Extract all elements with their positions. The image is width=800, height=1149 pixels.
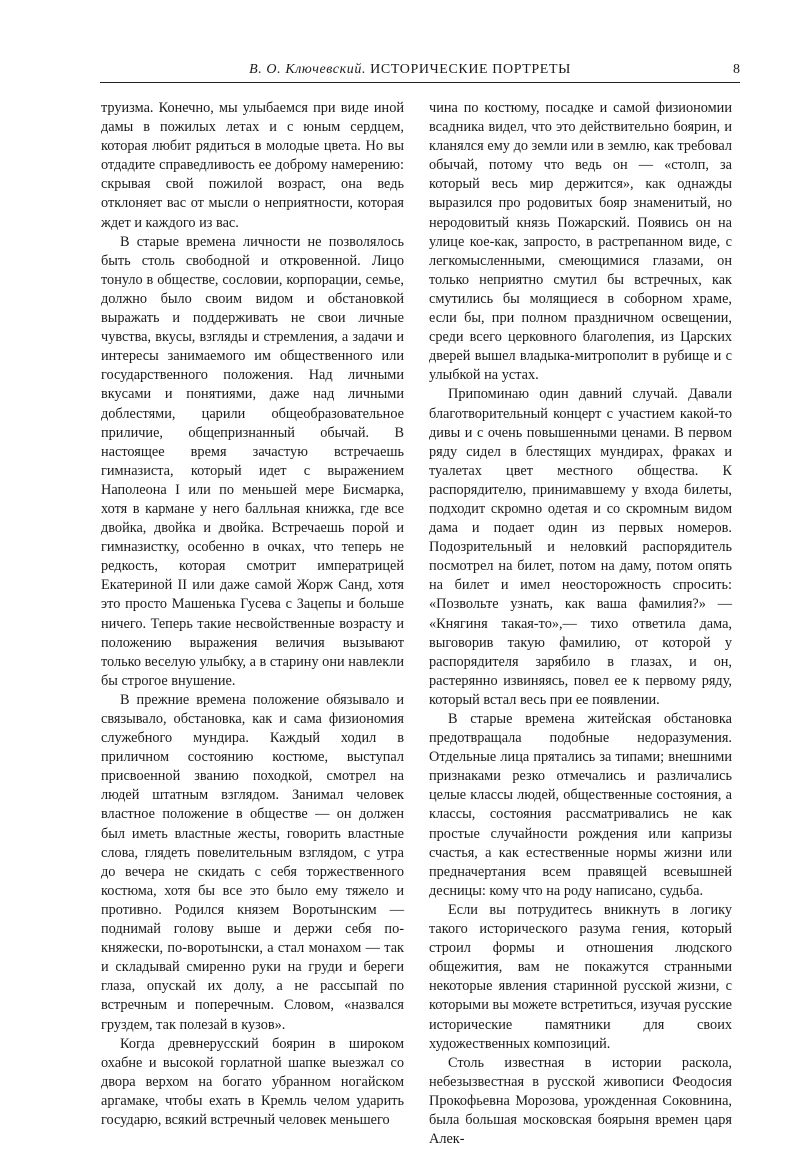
paragraph: В старые времена житейская обстановка предотвращала подобные недоразумения. Отдельные лица прятались за типами; внешними признаками резко отмечались и различались целые классы людей, общественные состояния, а классы, состояния рассматривались не как простые случайности рождения или капризы счастья, а как естественные нормы жизни или предначертания всем правящей всевышней десницы: кому что на роду написано, судьба. [429, 711, 732, 899]
paragraph: Припоминаю один давний случай. Давали благотворительный концерт с участием какой-то дивы и с очень повышенными ценами. В первом ряду сидел в блестящих мундирах, фраках и туалетах цвет местного общества. К распорядителю, принимавшему у входа билеты, подходит скромно одетая и со скромным видом дама и подает один из первых номеров. Подозрительный и неловкий распорядитель посмотрел на билет, потом на даму, потом опять на билет и имел неосторожность спросить: «Позвольте узнать, как ваша фамилия?» — «Княгиня такая-то»,— тихо ответила дама, выговорив такую фамилию, от которой у распорядителя зарябило в глазах, и он, растерянно извиняясь, повел ее к первому ряду, который встал весь при ее появлении. [429, 386, 732, 708]
paragraph: Когда древнерусский боярин в широком охабне и высокой горлатной шапке выезжал со двора верхом на богато убранном ногайском аргамаке, чтобы ехать в Кремль челом ударить государю, всякий встречный человек меньшего [101, 1035, 404, 1128]
paragraph: В прежние времена положение обязывало и связывало, обстановка, как и сама физиономия служебного мундира. Каждый ходил в приличном состоянию костюме, выступал присвоенной званию походкой, смотрел на людей штатным взглядом. Занимал человек властное положение в обществе — он должен был иметь властные жесты, говорить властные слова, глядеть повелительным взглядом, с утра до вечера не скидать с себя торжественного костюма, хотя бы все это было ему тяжело и противно. Родился князем Воротынским — поднимай голову выше и держи себя по-княжески, по-воротынски, а стал монахом — так и складывай смиренно руки на груди и береги глаза, опускай их долу, а не рассыпай по встречным и поперечным. Словом, «назвался груздем, так полезай в кузов». [101, 691, 404, 1033]
header-title [100, 62, 720, 78]
paragraph: Столь известная в истории раскола, небезызвестная в русской живописи Феодосия Прокофьевна Морозова, урожденная Соковнина, была большая московская боярыня времен царя Алек- [429, 1054, 732, 1148]
paragraph: чина по костюму, посадке и самой физиономии всадника видел, что это действительно боярин, и кланялся ему до земли или в землю, как требовал обычай, потому что ведь он — «столп, за который весь мир держится», как однажды выразился про родовитых бояр знаменитый, но неродовитый князь Пожарский. Появись он на улице кое-как, запросто, в растрепанном виде, с легкомысленными, смеющимися глазами, он только неприятно смутил бы встречных, как смутились бы молящиеся в соборном храме, если бы, при полном праздничном освещении, среди всего церковного благолепия, из Царских дверей вышел владыка-митрополит в рубище и с улыбкой на устах. [429, 100, 732, 384]
paragraph: труизма. Конечно, мы улыбаемся при виде иной дамы в пожилых летах и с юным сердцем, которая любит рядиться в молодые цвета. Но вы отдадите справедливость ее доброму намерению: скрывая свой пожилой возраст, она ведь отклоняет вас от мысли о неприятности, которая ждет и каждого из вас. [101, 100, 404, 231]
page-number: 8 [733, 62, 740, 77]
header-book-title: ИСТОРИЧЕСКИЕ ПОРТРЕТЫ [370, 62, 571, 77]
running-header [100, 60, 740, 83]
left-column [101, 99, 404, 1128]
right-column [429, 99, 732, 1148]
paragraph: В старые времена личности не позволялось быть столь свободной и откровенной. Лицо тонуло в обществе, сословии, корпорации, семье, должно было своим видом и обстановкой выражать и поддерживать не свои личные чувства, вкусы, взгляды и стремления, а задачи и интересы занимаемого им общественного или государственного положения. Над личными вкусами и понятиями, даже над личными доблестями, царили общеобразовательное приличие, общепризнанный обычай. В настоящее время зачастую встречаешь гимназиста, который идет с выражением Наполеона I или по меньшей мере Бисмарка, хотя в кармане у него балльная книжка, где все двойка, двойка и двойка. Встречаешь порой и гимназистку, особенно в очках, что теперь не редкость, которая смотрит императрицей Екатериной II или даже самой Жорж Санд, хотя это просто Машенька Гусева с Зацепы и больше ничего. Теперь такие несвойственные возрасту и положению выражения величия вызывают только веселую улыбку, а в старину они навлекли бы строгое внушение. [101, 233, 404, 689]
header-author: В. О. Ключевский. [249, 62, 367, 77]
paragraph: Если вы потрудитесь вникнуть в логику такого исторического разума гения, который строил формы и отношения людского общежития, вам не покажутся странными некоторые явления старинной русской жизни, с которыми вы можете встретиться, изучая русские исторические памятники для своих художественных композиций. [429, 901, 732, 1052]
